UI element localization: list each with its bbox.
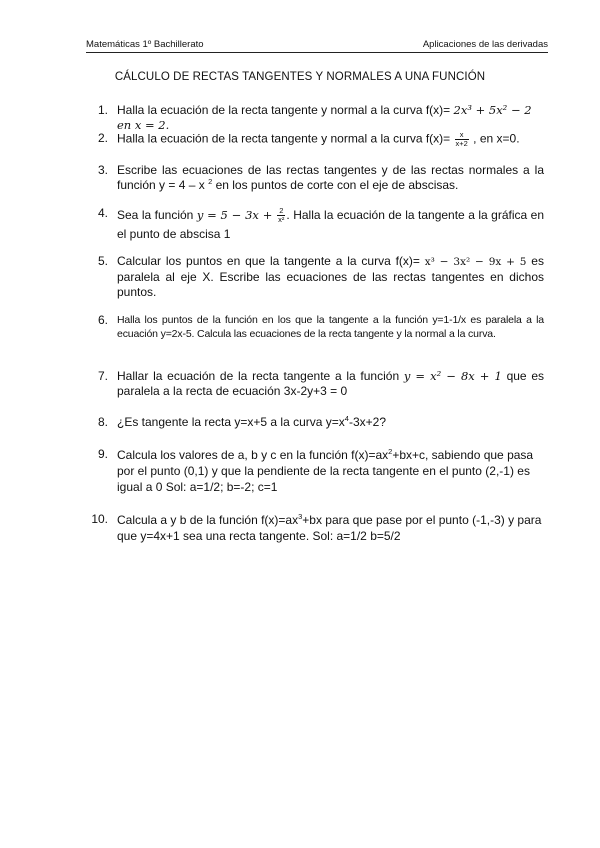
- math-expression: en x = 2.: [117, 118, 170, 132]
- exercise-text-part: Escribe las ecuaciones de las rectas tangentes y de las rectas normales a la función y = 4 – x: [117, 163, 544, 192]
- exercise-text: [117, 512, 544, 544]
- exponent: 3: [298, 512, 303, 521]
- exercise-number: 10.: [91, 512, 108, 526]
- exercise-text: [117, 206, 544, 244]
- exercise-number: 3.: [97, 163, 108, 177]
- exercise-text-part: Halla los puntos de la función en los que la tangente a la función y=1-1/x es paralela a la ecuación y=2x-5. Calcula las ecuaciones de la recta tangente y la normal a la curva.: [117, 314, 544, 340]
- exercise-text-part: Calcula a y b de la función f(x)=ax: [117, 513, 299, 527]
- exercise-text: [117, 103, 544, 133]
- header-subject: Matemáticas 1º Bachillerato: [86, 39, 204, 50]
- exercise-number: 7.: [97, 369, 108, 383]
- exercise-text-part: ¿Es tangente la recta y=x+5 a la curva y=x: [117, 415, 345, 429]
- fraction: [455, 131, 469, 148]
- header-topic: Aplicaciones de las derivadas: [422, 39, 548, 50]
- exercise-number: 6.: [97, 313, 108, 327]
- exercise-text-part: Calcular los puntos en que la tangente a la curva f(x)=: [117, 254, 425, 268]
- exercise-text-part: Halla la ecuación de la recta tangente y normal a la curva f(x)=: [117, 103, 454, 117]
- exponent: 2: [208, 177, 213, 186]
- fraction-denominator: x²: [278, 215, 285, 225]
- exercise-number: 4.: [97, 206, 108, 220]
- math-expression: 2x³ + 5x² − 2: [453, 103, 532, 117]
- fraction-numerator: x: [455, 131, 469, 140]
- exercise-text-part: que es paralela a la recta de ecuación 3x-2y+3 = 0: [117, 369, 544, 398]
- exercise-text: [117, 447, 544, 495]
- exercise-number: 5.: [97, 254, 108, 268]
- exercise-text: [117, 415, 544, 430]
- exercise-text: [117, 163, 544, 193]
- math-expression: y = 5 − 3x +: [196, 208, 277, 222]
- exercise-text-part: en los puntos de corte con el eje de abscisas.: [212, 178, 459, 192]
- exponent: 2: [388, 447, 393, 456]
- exercise-text-part: -3x+2?: [348, 415, 386, 429]
- exercise-number: 1.: [97, 103, 108, 117]
- math-expression: x³ − 3x² − 9x + 5: [424, 256, 527, 268]
- exercise-text-part: , en x=0.: [469, 131, 520, 146]
- exercise-text: [117, 131, 544, 148]
- exercise-text-part: Hallar la ecuación de la recta tangente a la función: [117, 369, 404, 383]
- exercise-text-part: Sea la función: [117, 208, 197, 222]
- exponent: 4: [344, 414, 349, 423]
- exercise-number: 9.: [97, 447, 108, 461]
- math-expression: y = x² − 8x + 1: [403, 369, 502, 383]
- exercise-text-part: +bx para que pase por el punto (-1,-3) y para que y=4x+1 sea una recta tangente. Sol: a=1/2 b=5/2: [117, 513, 542, 543]
- exercise-text-part: Halla la ecuación de la recta tangente y normal a la curva f(x)=: [117, 131, 454, 146]
- exercise-text-part: es paralela al eje X. Escribe las ecuaciones de las rectas tangentes en dichos puntos.: [117, 254, 544, 299]
- fraction: [277, 207, 285, 224]
- page-header: [86, 38, 548, 53]
- fraction-numerator: 2: [277, 207, 285, 216]
- exercise-text-part: +bx+c, sabiendo que pasa por el punto (0,1) y que la pendiente de la recta tangente en el punto (2,-1) es igual a 0 Sol: a=1/2; b=-2; c=1: [117, 448, 534, 494]
- exercise-text: [117, 254, 544, 300]
- exercise-number: 8.: [97, 415, 108, 429]
- exercise-text-part: . Halla la ecuación de la tangente a la gráfica en el punto de abscisa 1: [117, 208, 545, 241]
- exercise-text: [117, 369, 544, 399]
- exercise-text: [117, 313, 544, 341]
- exercise-number: 2.: [97, 131, 108, 145]
- exercise-text-part: Calcula los valores de a, b y c en la función f(x)=ax: [117, 448, 389, 462]
- document-title: CÁLCULO DE RECTAS TANGENTES Y NORMALES A UNA FUNCIÓN: [114, 71, 486, 83]
- fraction-denominator: x+2: [455, 139, 468, 148]
